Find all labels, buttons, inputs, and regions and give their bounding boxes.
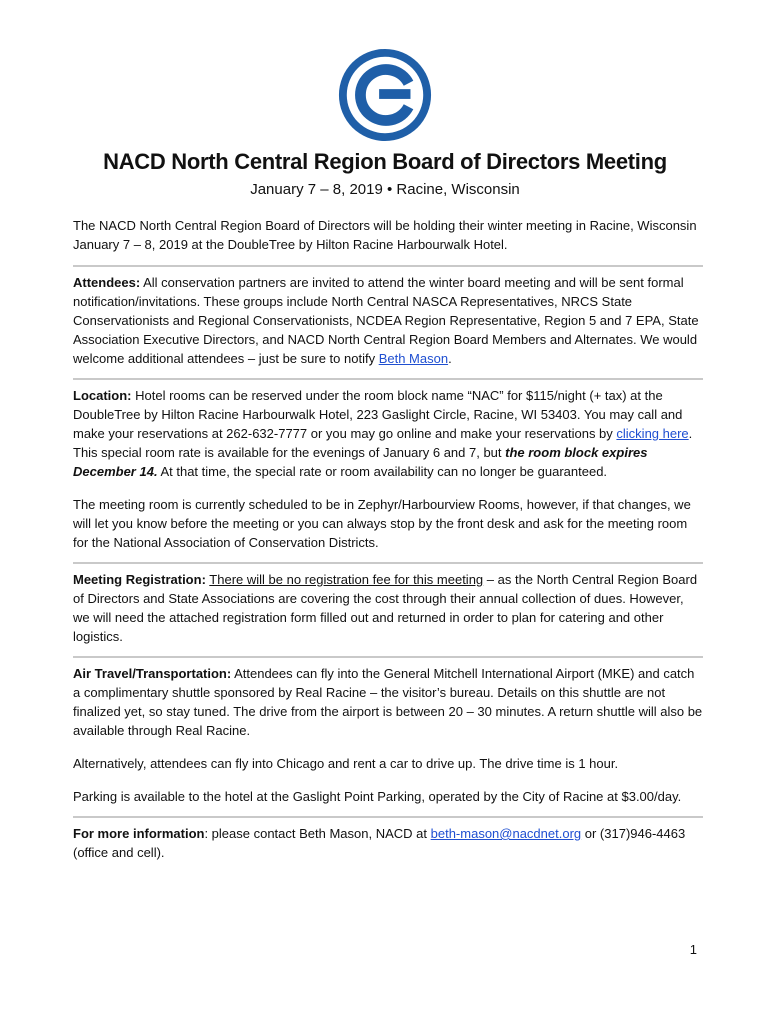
travel-text: Attendees can fly into the General Mitchell International Airport (MKE) and catch a complimentary shuttle sponsored by Real Racine – the visitor’s bureau. Details on this shuttle are not finalized yet, so stay tuned. The drive from the airport is between 20 – 30 minutes. A return shuttle will also be available through Real Racine. — [73, 666, 703, 738]
beth-mason-link[interactable]: Beth Mason — [378, 351, 449, 366]
clicking-here-link[interactable]: clicking here — [616, 426, 689, 441]
section-divider — [73, 562, 703, 564]
section-divider — [73, 378, 703, 380]
registration-label: Meeting Registration: — [73, 572, 206, 587]
travel-label: Air Travel/Transportation: — [73, 666, 232, 681]
alternative-paragraph: Alternatively, attendees can fly into Chicago and rent a car to drive up. The drive time is 1 hour. — [73, 756, 619, 771]
location-text-2: . This special room rate is available for the evenings of January 6 and 7, but — [73, 426, 693, 460]
travel-paragraph — [73, 664, 703, 740]
room-block-emphasis: the room block expires December 14. — [73, 445, 648, 479]
location-label: Location: — [73, 388, 132, 403]
attendees-paragraph — [73, 273, 703, 368]
section-divider — [73, 656, 703, 658]
section-divider — [73, 816, 703, 818]
location-paragraph — [73, 386, 703, 481]
contact-paragraph — [73, 824, 703, 862]
email-link[interactable]: beth-mason@nacdnet.org — [430, 826, 582, 841]
attendees-text: All conservation partners are invited to attend the winter board meeting and will be sent formal notification/invitations. These groups include North Central NASCA Representatives, NRCS State Conservationists and Regional Conservationists, NCDEA Region Representative, Region 5 and 7 EPA, State Association Executive Directors, and NACD North Central Region Board Members and Alternates. We would welcome additional attendees – just be sure to notify — [73, 275, 699, 366]
registration-paragraph — [73, 570, 703, 646]
registration-text: – as the North Central Region Board of Directors and State Associations are covering the cost through their annual collection of dues. However, we will need the attached registration form filled out and returned in order to plan for catering and other logistics. — [73, 572, 698, 644]
document-body — [73, 216, 703, 862]
document-title: NACD North Central Region Board of Directors Meeting — [103, 149, 667, 174]
contact-text-2: or (317)946-4463 (office and cell). — [73, 826, 686, 860]
nacd-c-logo-icon — [336, 46, 434, 144]
intro-paragraph: The NACD North Central Region Board of Directors will be holding their winter meeting in Racine, Wisconsin January 7 – 8, 2019 at the DoubleTree by Hilton Racine Harbourwalk Hotel. — [73, 218, 697, 252]
section-divider — [73, 265, 703, 267]
document-subtitle: January 7 – 8, 2019 • Racine, Wisconsin — [250, 181, 520, 198]
location-text-1: Hotel rooms can be reserved under the room block name “NAC” for $115/night (+ tax) at the DoubleTree by Hilton Racine Harbourwalk Hotel, 223 Gaslight Circle, Racine, WI 53403. You may call and make your reservations at 262-632-7777 or you may go online and make your reservations by — [73, 388, 683, 441]
location-text-3: At that time, the special rate or room availability can no longer be guaranteed. — [157, 464, 608, 479]
attendees-label: Attendees: — [73, 275, 141, 290]
meeting-room-paragraph: The meeting room is currently scheduled to be in Zephyr/Harbourview Rooms, however, if that changes, we will let you know before the meeting or you can always stop by the front desk and ask for the meeting room for the National Association of Conservation Districts. — [73, 497, 691, 550]
no-fee-underlined: There will be no registration fee for this meeting — [209, 572, 484, 587]
page-number: 1 — [689, 942, 697, 957]
contact-text-1: : please contact Beth Mason, NACD at — [204, 826, 431, 841]
parking-paragraph: Parking is available to the hotel at the Gaslight Point Parking, operated by the City of Racine at $3.00/day. — [73, 789, 682, 804]
attendees-end: . — [448, 351, 452, 366]
contact-label: For more information — [73, 826, 205, 841]
